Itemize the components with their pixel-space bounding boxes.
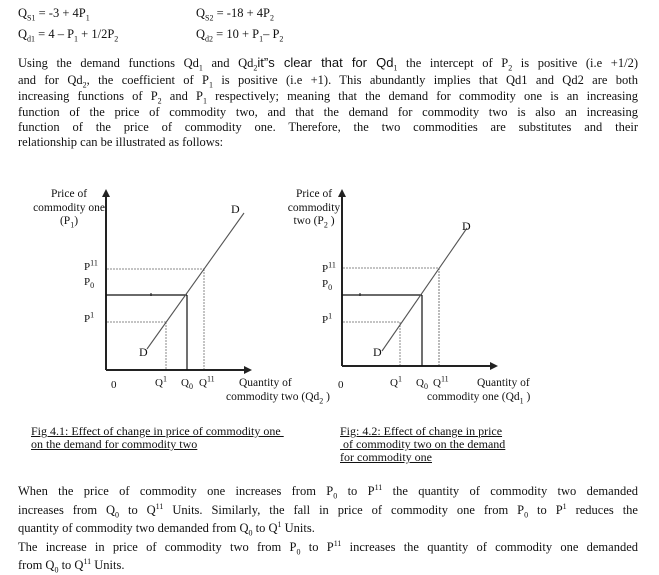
superscript: 11 bbox=[328, 260, 336, 270]
closing-line-4 bbox=[18, 538, 638, 557]
superscript: 11 bbox=[155, 501, 164, 511]
caption-line: Fig 4.1: Effect of change in price of commodity one bbox=[31, 424, 284, 438]
intro-line-6: relationship can be illustrated as follows: bbox=[18, 134, 224, 149]
text: P bbox=[322, 263, 329, 275]
superscript: 1 bbox=[328, 311, 333, 321]
label-line bbox=[278, 215, 350, 229]
eq-symbol: Q bbox=[18, 6, 28, 20]
figure1-tick-q11 bbox=[199, 374, 215, 389]
text: to Q bbox=[58, 558, 84, 572]
subscript: 0 bbox=[188, 382, 193, 392]
subscript: 0 bbox=[54, 565, 59, 575]
subscript: 2 bbox=[157, 96, 162, 106]
caption-line: Fig: 4.2: Effect of change in price bbox=[340, 424, 503, 438]
figure1-tick-p11 bbox=[84, 258, 98, 273]
subscript: 1 bbox=[519, 395, 524, 405]
text: to Q bbox=[252, 521, 278, 535]
subscript: 1 bbox=[198, 63, 203, 73]
label-line bbox=[24, 215, 114, 229]
subscript: 1 bbox=[70, 220, 75, 230]
figure2-tick-q1 bbox=[390, 374, 402, 389]
demand-curve bbox=[382, 228, 467, 351]
text: Q bbox=[199, 377, 207, 389]
text: increases the quantity of commodity one demanded bbox=[341, 539, 638, 554]
figure1-tick-q0 bbox=[181, 377, 193, 392]
figure1-origin: 0 bbox=[111, 379, 117, 391]
text: and for Qd bbox=[18, 72, 83, 87]
text: ) bbox=[327, 215, 335, 227]
text: commodity one (Qd bbox=[427, 390, 520, 403]
eq-subscript: d1 bbox=[27, 34, 36, 44]
superscript: 1 bbox=[90, 310, 95, 320]
eq-subscript: 2 bbox=[114, 34, 119, 44]
subscript: 0 bbox=[423, 382, 428, 392]
figure2-y-axis-label bbox=[278, 188, 350, 229]
text: to P bbox=[337, 484, 375, 498]
subscript: 0 bbox=[296, 547, 301, 556]
eq-subscript: d2 bbox=[205, 34, 214, 44]
figure1-x-axis-label bbox=[226, 377, 336, 404]
eq-subscript: S1 bbox=[27, 13, 36, 23]
eq-symbol: Q bbox=[18, 27, 28, 41]
text: Q bbox=[155, 377, 163, 389]
caption-line: for commodity one bbox=[340, 450, 432, 464]
intro-line-4: function of the price of commodity two, and that the demand for commodity two is also an increasing bbox=[18, 104, 638, 119]
text: ) bbox=[74, 215, 79, 227]
label-line: Quantity of bbox=[477, 377, 530, 389]
subscript: 1 bbox=[393, 63, 398, 73]
figure1-tick-p1 bbox=[84, 310, 95, 325]
text: is positive (i.e +1). This abundantly implies that Qd1 and Qd2 are both bbox=[212, 72, 638, 87]
caption-line: of commodity two on the demand bbox=[340, 437, 506, 451]
figure2-tick-p11 bbox=[322, 260, 336, 275]
label-line: Price of bbox=[50, 188, 88, 200]
text: increases from Q bbox=[18, 502, 116, 517]
subscript: 2 bbox=[319, 395, 324, 405]
figure2-plot bbox=[342, 193, 494, 366]
intro-line-5: function of the price of commodity one. Therefore, the two commodities are substitutes and their bbox=[18, 119, 638, 134]
subscript: 2 bbox=[253, 63, 258, 73]
eq-symbol: Q bbox=[196, 27, 206, 41]
closing-line-1 bbox=[18, 482, 638, 501]
text: to Q bbox=[119, 502, 156, 517]
subscript: 2 bbox=[323, 220, 328, 230]
text: Q bbox=[416, 377, 424, 389]
text: Q bbox=[181, 377, 189, 389]
subscript: 0 bbox=[90, 281, 95, 291]
text: to P bbox=[300, 539, 334, 554]
superscript: 11 bbox=[333, 538, 342, 548]
text: the quantity of commodity two demanded bbox=[382, 484, 638, 498]
eq-symbol: Q bbox=[196, 6, 206, 20]
closing-line-2 bbox=[18, 501, 638, 520]
text: from Q bbox=[18, 558, 55, 572]
text: commodity two (Qd bbox=[226, 390, 320, 403]
figure1-plot bbox=[106, 193, 248, 370]
eq-subscript: 2 bbox=[279, 34, 284, 44]
text: P bbox=[322, 278, 329, 290]
figure2-caption bbox=[340, 425, 505, 464]
text: ) bbox=[323, 390, 330, 403]
text: Units. bbox=[91, 558, 125, 572]
eq-subscript: 1 bbox=[85, 13, 90, 23]
eq-rhs: = 10 + P bbox=[213, 27, 260, 41]
text: reduces the bbox=[566, 502, 638, 517]
text: ) bbox=[523, 390, 531, 403]
text: quantity of commodity two demanded from Q bbox=[18, 521, 249, 535]
caption-line: on the demand for commodity two bbox=[31, 437, 198, 451]
superscript: 11 bbox=[90, 258, 98, 268]
eq-subscript: 1 bbox=[259, 34, 264, 44]
subscript: 0 bbox=[248, 528, 253, 538]
figure1-y-axis-label bbox=[24, 188, 114, 229]
text: , the coefficient of P bbox=[86, 72, 209, 87]
text: it”s clear that for Qd bbox=[257, 55, 394, 70]
text: and Qd bbox=[202, 56, 254, 70]
superscript: 1 bbox=[162, 374, 167, 384]
subscript: 2 bbox=[82, 80, 87, 89]
subscript: 0 bbox=[524, 510, 529, 519]
closing-line-3 bbox=[18, 519, 638, 538]
text: two (P bbox=[293, 215, 324, 227]
superscript: 11 bbox=[440, 374, 449, 384]
text: respectively; meaning that the demand for commodity one is an increasing bbox=[206, 89, 638, 103]
text: Using the demand functions Qd bbox=[18, 56, 199, 70]
label-line: commodity bbox=[287, 201, 341, 214]
superscript: 1 bbox=[397, 374, 402, 384]
eq-rhs: + 1/2P bbox=[78, 27, 115, 41]
superscript: 11 bbox=[374, 482, 383, 492]
text: Units. bbox=[281, 521, 315, 535]
text: the intercept of P bbox=[397, 56, 509, 70]
subscript: 1 bbox=[208, 80, 213, 89]
text: Q bbox=[390, 377, 398, 389]
text: increasing functions of P bbox=[18, 89, 158, 103]
text: P bbox=[322, 314, 329, 326]
eq-subscript: S2 bbox=[205, 13, 214, 23]
figure2-origin: 0 bbox=[338, 379, 344, 391]
text: is positive (i.e +1/2) bbox=[512, 56, 638, 70]
label-line bbox=[226, 391, 336, 405]
closing-paragraph bbox=[18, 482, 638, 575]
superscript: 11 bbox=[206, 374, 215, 384]
figure2-tick-p1 bbox=[322, 311, 333, 326]
eq-rhs: – P bbox=[263, 27, 280, 41]
demand-curve bbox=[147, 213, 244, 349]
text: to P bbox=[528, 502, 563, 517]
figure1-tick-q1 bbox=[155, 374, 167, 389]
label-line: Price of bbox=[295, 188, 333, 200]
figure1-caption bbox=[31, 425, 284, 451]
figure1-tick-p0 bbox=[84, 276, 95, 291]
figure1-curve-label-top: D bbox=[231, 202, 240, 216]
subscript: 0 bbox=[333, 491, 338, 501]
text: (P bbox=[59, 215, 71, 227]
text: P bbox=[84, 313, 91, 325]
text: Q bbox=[433, 377, 441, 389]
eq-rhs: = -3 + 4P bbox=[35, 6, 86, 20]
eq-subscript: 2 bbox=[269, 13, 274, 23]
text: When the price of commodity one increases from P bbox=[18, 484, 334, 498]
figure2-curve-label-bottom: D bbox=[373, 345, 382, 359]
subscript: 1 bbox=[202, 96, 207, 106]
eq-subscript: 1 bbox=[74, 34, 79, 44]
superscript: 11 bbox=[83, 556, 92, 566]
text: P bbox=[84, 261, 91, 273]
eq-rhs: = 4 – P bbox=[35, 27, 75, 41]
text: and P bbox=[161, 89, 203, 103]
superscript: 1 bbox=[277, 519, 282, 529]
superscript: 1 bbox=[562, 501, 567, 511]
text: The increase in price of commodity two from P bbox=[18, 539, 297, 554]
subscript: 0 bbox=[115, 510, 120, 519]
label-line: commodity one bbox=[33, 201, 105, 214]
figure1-curve-label-bottom: D bbox=[139, 345, 148, 359]
figure2-curve-label-top: D bbox=[462, 219, 471, 233]
text: Units. Similarly, the fall in price of commodity one from P bbox=[163, 502, 525, 517]
subscript: 0 bbox=[328, 283, 333, 293]
label-line: Quantity of bbox=[239, 377, 292, 389]
label-line bbox=[427, 391, 552, 405]
eq-rhs: = -18 + 4P bbox=[213, 6, 270, 20]
figure2-x-axis-label bbox=[427, 377, 552, 404]
figure2-tick-p0 bbox=[322, 278, 333, 293]
text: P bbox=[84, 276, 91, 288]
subscript: 2 bbox=[508, 63, 513, 73]
